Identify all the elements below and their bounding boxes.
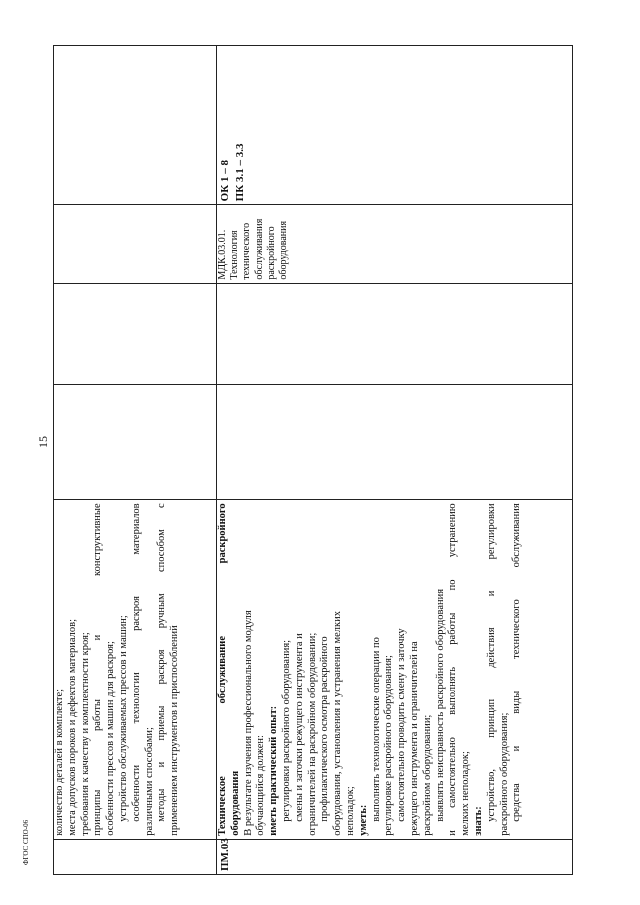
mdk-line: обслуживания [253,218,265,280]
desc-line: регулировке раскройного оборудования; [383,655,395,836]
cell-empty [217,283,573,385]
desc-line: средства и виды технического обслуживания [511,503,523,822]
mdk-line: раскройного [265,226,277,280]
desc-line: профилактического осмотра раскройного [319,636,331,822]
desc-line: выявлять неисправность раскройного оборудования [434,588,446,822]
module-code: ПМ.03 [219,838,231,871]
desc-line: раскройного оборудования; [498,712,510,836]
desc-line: места допусков пороков и дефектов материалов; [66,618,78,836]
cell-empty [54,283,217,385]
desc-line: самостоятельно проводить смену и заточку [396,628,408,822]
cell-module-code [217,839,573,874]
table-row-continuation [54,46,217,875]
desc-line: устройство обслуживаемых прессов и машин; [117,615,129,822]
section-heading-knowledge: знать: [472,806,484,836]
cell-description-continuation [54,500,217,839]
desc-line: устройство, принцип действия и регулировки [485,503,497,822]
cell-module-description [217,500,573,839]
footer-standard-code: ФГОС СПО-06 [22,819,30,865]
desc-line: обучающийся должен: [255,735,267,836]
desc-line: оборудования, установления и устранения мелких [332,610,344,836]
section-heading-experience: иметь практический опыт: [268,705,280,836]
competency-pk: ПК 3.1 – 3.3 [234,143,247,202]
curriculum-table [53,45,573,875]
desc-line: смены и заточки режущего инструмента и [293,633,305,822]
competency-ok: ОК 1 – 8 [219,160,231,202]
cell-empty [54,205,217,283]
desc-line: В результате изучения профессионального модуля [242,610,254,836]
page-number: 15 [36,436,50,448]
mdk-line: Технология [229,230,241,280]
cell-empty [217,385,573,500]
cell-empty [54,46,217,205]
mdk-line: технического [241,222,253,280]
cell-code-empty [54,839,217,874]
desc-line: количество деталей в комплекте; [54,688,65,836]
desc-line: особенности прессов и машин для раскроя; [105,641,117,836]
module-title-line: Техническое обслуживание раскройного [217,503,228,836]
desc-line: различными способами; [143,727,155,836]
desc-line: режущего инструмента и ограничителей на [408,641,420,836]
desc-line: и самостоятельно выполнять работы по устранению [447,503,459,836]
desc-line: ограничителей на раскройном оборудовании; [306,632,318,836]
desc-line: неполадок; [344,786,356,836]
desc-line: мелких неполадок; [460,751,472,836]
desc-line: применением инструментов и приспособлений [169,625,181,836]
desc-line: раскройном оборудовании; [421,714,433,836]
desc-line: выполнять технологические операции по [370,637,382,822]
desc-line: требования к качеству и комплектности кроя; [79,632,91,836]
cell-competencies [217,46,573,205]
cell-mdk [217,205,573,283]
mdk-line: оборудования [277,220,289,280]
table-row-pm03 [217,46,573,875]
desc-line: регулировки раскройного оборудования; [280,639,292,822]
mdk-line: МДК.03.01. [217,229,228,280]
section-heading-skills: уметь: [357,804,369,836]
desc-line: особенности технологии раскроя материалов [130,503,142,822]
desc-line: методы и приемы раскроя ручным способом с [156,503,168,822]
module-title-line: оборудования [229,770,241,836]
cell-empty [54,385,217,500]
desc-line: принципы работы и конструктивные [92,503,104,836]
